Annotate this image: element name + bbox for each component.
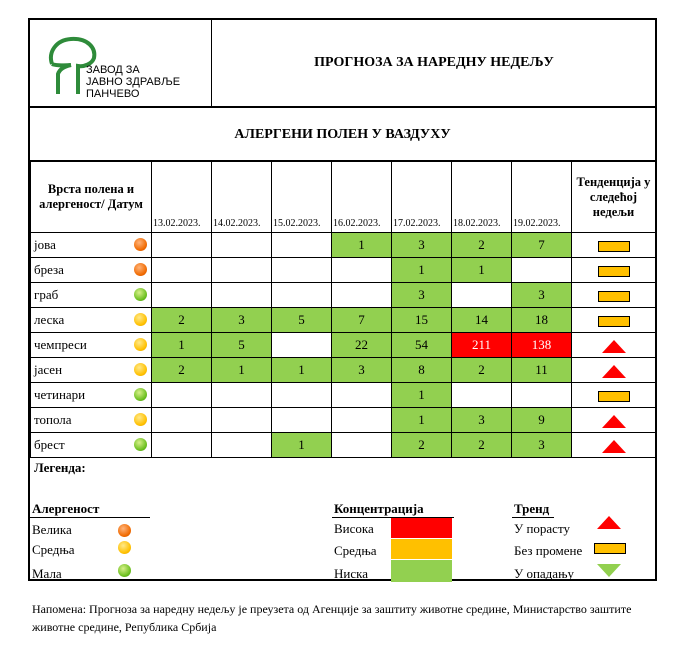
legend-allergenicity-high: Велика <box>32 522 72 537</box>
trend-same-icon <box>598 291 630 302</box>
concentration-cell <box>452 383 512 408</box>
table-body <box>31 233 656 458</box>
pollen-name-cell <box>31 233 152 258</box>
trend-down-icon <box>597 564 621 577</box>
concentration-cell <box>152 233 212 258</box>
pollen-name: граб <box>34 287 59 302</box>
high-allergenicity-dot-icon <box>134 238 147 251</box>
legend-allergenicity-heading: Алергеност <box>32 501 100 516</box>
concentration-cell <box>212 283 272 308</box>
institute-logo <box>44 34 204 106</box>
table-row <box>31 333 656 358</box>
legend-allergenicity-low: Мала <box>32 566 62 581</box>
trend-cell <box>572 308 656 333</box>
table-row <box>31 383 656 408</box>
pollen-name: бреза <box>34 262 64 277</box>
trend-same-icon <box>598 241 630 252</box>
pollen-name-cell <box>31 333 152 358</box>
concentration-cell: 3 <box>332 358 392 383</box>
legend-trend-up: У порасту <box>514 521 570 536</box>
concentration-cell <box>332 383 392 408</box>
concentration-cell <box>212 233 272 258</box>
legend-concentration-heading: Концентрација <box>334 501 424 516</box>
legend-trend-heading: Тренд <box>514 501 550 516</box>
legend-concentration-mid: Средња <box>334 543 377 558</box>
legend-trend-down: У опадању <box>514 566 574 581</box>
concentration-cell: 1 <box>392 408 452 433</box>
low-allergenicity-dot-icon <box>134 438 147 451</box>
date-header: 16.02.2023. <box>332 162 392 233</box>
concentration-cell <box>332 433 392 458</box>
concentration-cell: 3 <box>452 408 512 433</box>
concentration-cell: 3 <box>212 308 272 333</box>
concentration-cell: 1 <box>272 433 332 458</box>
legend-title: Легенда: <box>34 460 86 475</box>
concentration-cell: 1 <box>332 233 392 258</box>
concentration-cell: 7 <box>512 233 572 258</box>
concentration-cell <box>272 258 332 283</box>
legend-divider <box>512 517 554 518</box>
mid-allergenicity-dot-icon <box>134 313 147 326</box>
concentration-cell: 11 <box>512 358 572 383</box>
trend-cell <box>572 258 656 283</box>
page-title: ПРОГНОЗА ЗА НАРЕДНУ НЕДЕЉУ <box>314 55 554 70</box>
concentration-cell <box>452 283 512 308</box>
date-header: 19.02.2023. <box>512 162 572 233</box>
pollen-name-cell <box>31 383 152 408</box>
trend-up-icon <box>597 516 621 529</box>
pollen-table <box>30 161 656 458</box>
concentration-cell: 1 <box>152 333 212 358</box>
concentration-cell <box>152 383 212 408</box>
concentration-cell: 2 <box>152 308 212 333</box>
concentration-cell <box>152 408 212 433</box>
table-row <box>31 308 656 333</box>
pollen-name: брест <box>34 437 65 452</box>
pollen-name-cell <box>31 283 152 308</box>
trend-cell <box>572 333 656 358</box>
concentration-cell: 1 <box>392 258 452 283</box>
legend-trend-same: Без промене <box>514 543 583 558</box>
trend-cell <box>572 283 656 308</box>
low-allergenicity-dot-icon <box>118 564 131 577</box>
date-header: 13.02.2023. <box>152 162 212 233</box>
legend-allergenicity-mid: Средња <box>32 542 75 557</box>
pollen-name: леска <box>34 312 65 327</box>
table-row <box>31 358 656 383</box>
concentration-cell <box>152 283 212 308</box>
table-header-row <box>31 162 656 233</box>
trend-same-icon <box>598 316 630 327</box>
high-allergenicity-dot-icon <box>118 524 131 537</box>
low-allergenicity-dot-icon <box>134 388 147 401</box>
date-header: 14.02.2023. <box>212 162 272 233</box>
low-allergenicity-dot-icon <box>134 288 147 301</box>
report-frame <box>28 18 657 581</box>
table-row <box>31 258 656 283</box>
concentration-cell: 211 <box>452 333 512 358</box>
concentration-cell: 18 <box>512 308 572 333</box>
concentration-cell <box>272 383 332 408</box>
concentration-cell <box>212 258 272 283</box>
trend-same-icon <box>598 391 630 402</box>
trend-same-icon <box>594 543 626 554</box>
pollen-name-cell <box>31 308 152 333</box>
logo-line-3: ПАНЧЕВО <box>86 88 140 100</box>
concentration-cell: 2 <box>452 358 512 383</box>
concentration-cell <box>152 258 212 283</box>
pollen-name: четинари <box>34 387 86 402</box>
pollen-name: чемпреси <box>34 337 87 352</box>
logo-line-2: ЈАВНО ЗДРАВЉЕ <box>86 76 181 88</box>
concentration-cell: 2 <box>452 233 512 258</box>
concentration-cell: 3 <box>512 283 572 308</box>
concentration-cell: 7 <box>332 308 392 333</box>
pollen-name-cell <box>31 258 152 283</box>
table-row <box>31 283 656 308</box>
trend-same-icon <box>598 266 630 277</box>
concentration-cell <box>272 283 332 308</box>
pollen-name: јова <box>34 237 56 252</box>
concentration-cell: 3 <box>392 233 452 258</box>
concentration-cell: 138 <box>512 333 572 358</box>
concentration-cell: 2 <box>392 433 452 458</box>
column-header-trend: Тенденција у следећој недељи <box>572 162 656 233</box>
concentration-cell: 1 <box>212 358 272 383</box>
concentration-cell: 5 <box>272 308 332 333</box>
legend-concentration-low: Ниска <box>334 566 369 581</box>
concentration-cell <box>332 258 392 283</box>
concentration-cell: 1 <box>272 358 332 383</box>
date-header: 15.02.2023. <box>272 162 332 233</box>
concentration-cell <box>212 383 272 408</box>
concentration-cell <box>272 408 332 433</box>
concentration-cell: 5 <box>212 333 272 358</box>
high-concentration-swatch <box>391 518 452 538</box>
concentration-cell: 3 <box>512 433 572 458</box>
mid-concentration-swatch <box>391 539 452 559</box>
table-row <box>31 233 656 258</box>
concentration-cell <box>272 233 332 258</box>
concentration-cell: 54 <box>392 333 452 358</box>
concentration-cell: 3 <box>392 283 452 308</box>
footnote: Напомена: Прогноза за наредну недељу је преузета од Агенције за заштиту животне средине, Министарство заштите животне средине, Република Србија <box>32 602 632 634</box>
legend-divider <box>30 517 150 518</box>
trend-up-icon <box>602 440 626 453</box>
trend-up-icon <box>602 340 626 353</box>
concentration-cell: 2 <box>152 358 212 383</box>
date-header: 17.02.2023. <box>392 162 452 233</box>
trend-cell <box>572 408 656 433</box>
concentration-cell <box>332 283 392 308</box>
concentration-cell <box>332 408 392 433</box>
concentration-cell: 1 <box>392 383 452 408</box>
trend-up-icon <box>602 415 626 428</box>
concentration-cell: 2 <box>452 433 512 458</box>
trend-cell <box>572 233 656 258</box>
concentration-cell: 15 <box>392 308 452 333</box>
concentration-cell: 8 <box>392 358 452 383</box>
pollen-name-cell <box>31 408 152 433</box>
concentration-cell <box>512 258 572 283</box>
logo-line-1: ЗАВОД ЗА <box>86 64 140 76</box>
low-concentration-swatch <box>391 560 452 582</box>
pollen-name: топола <box>34 412 72 427</box>
mid-allergenicity-dot-icon <box>134 363 147 376</box>
table-row <box>31 408 656 433</box>
concentration-cell: 9 <box>512 408 572 433</box>
pollen-name: јасен <box>34 362 63 377</box>
concentration-cell <box>512 383 572 408</box>
concentration-cell: 22 <box>332 333 392 358</box>
legend-concentration-high: Висока <box>334 521 374 536</box>
high-allergenicity-dot-icon <box>134 263 147 276</box>
table-row <box>31 433 656 458</box>
trend-up-icon <box>602 365 626 378</box>
concentration-cell <box>212 408 272 433</box>
trend-cell <box>572 433 656 458</box>
trend-cell <box>572 358 656 383</box>
concentration-cell: 1 <box>452 258 512 283</box>
section-subtitle: АЛЕРГЕНИ ПОЛЕН У ВАЗДУХУ <box>234 126 451 142</box>
mid-allergenicity-dot-icon <box>134 338 147 351</box>
date-header: 18.02.2023. <box>452 162 512 233</box>
pollen-name-cell <box>31 433 152 458</box>
concentration-cell <box>152 433 212 458</box>
mid-allergenicity-dot-icon <box>134 413 147 426</box>
column-header-pollen-type: Врста полена и алергеност/ Датум <box>31 162 152 233</box>
concentration-cell: 14 <box>452 308 512 333</box>
trend-cell <box>572 383 656 408</box>
mid-allergenicity-dot-icon <box>118 541 131 554</box>
concentration-cell <box>212 433 272 458</box>
concentration-cell <box>272 333 332 358</box>
logo-text <box>86 64 180 100</box>
pollen-name-cell <box>31 358 152 383</box>
